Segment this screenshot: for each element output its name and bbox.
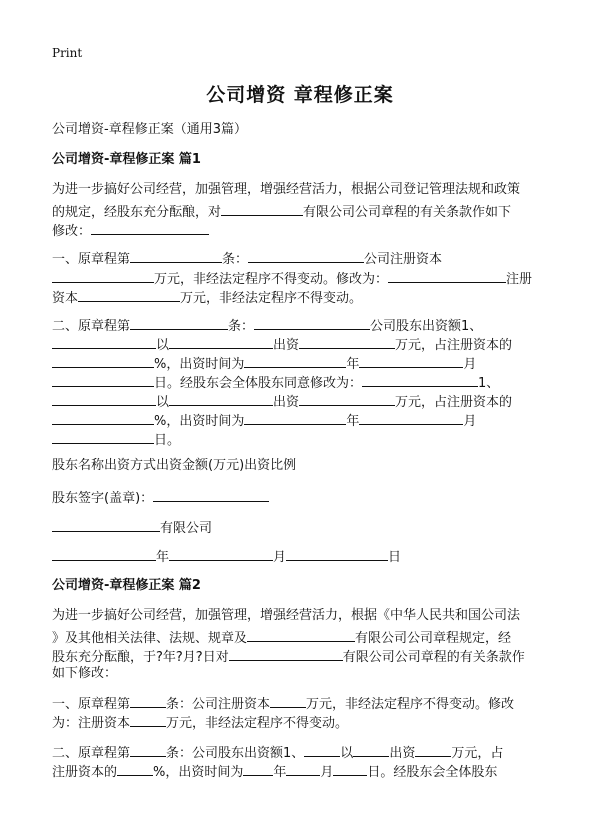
- section1-item2-line6: [52, 410, 476, 431]
- date-line: [52, 546, 401, 567]
- text-span: 有限公司公司章程规定，经: [355, 631, 512, 646]
- text-span: 以: [156, 338, 170, 353]
- fill-blank: [52, 391, 156, 406]
- shareholder-table-header: 股东名称出资方式出资金额(万元)出资比例: [52, 458, 297, 473]
- text-span: 年: [273, 765, 287, 780]
- text-span: 公司注册资本: [364, 252, 443, 267]
- document-title: 公司增资 章程修正案: [206, 84, 394, 106]
- fill-blank: [169, 546, 273, 561]
- section2-item1-line1: [52, 693, 514, 714]
- fill-blank: [362, 372, 478, 387]
- section1-intro-line2: [52, 201, 511, 222]
- section2-heading: 公司增资-章程修正案 篇2: [52, 578, 201, 593]
- text-span: 年: [156, 550, 170, 565]
- text-span: 条：: [228, 319, 255, 334]
- fill-blank: [52, 546, 156, 561]
- text-span: 万元，非经法定程序不得变动。修改: [306, 697, 515, 712]
- text-span: 注册: [506, 272, 533, 287]
- fill-blank: [359, 353, 463, 368]
- fill-blank: [52, 334, 156, 349]
- text-span: 日。经股东会全体股东: [367, 765, 498, 780]
- text-span: %，出资时间为: [154, 414, 245, 429]
- section2-item1-line2: [52, 712, 348, 733]
- text-span: %，出资时间为: [153, 765, 244, 780]
- text-span: 万元，非经法定程序不得变动。修改为：: [154, 272, 389, 287]
- fill-blank: [78, 287, 180, 302]
- section1-intro-line3: [52, 220, 209, 241]
- fill-blank: [244, 353, 346, 368]
- section1-intro-line1: 为进一步搞好公司经营，加强管理，增强经营活力，根据公司登记管理法规和政策: [52, 182, 521, 197]
- text-span: 出资: [389, 746, 416, 761]
- text-span: 股东签字(盖章)：: [52, 491, 154, 506]
- text-span: 二、原章程第: [52, 746, 131, 761]
- fill-blank: [130, 315, 228, 330]
- section1-item1-line2: [52, 268, 532, 289]
- fill-blank: [254, 315, 370, 330]
- section2-item2-line2: [52, 761, 497, 782]
- text-span: 月: [273, 550, 287, 565]
- text-span: 》及其他相关法律、法规、规章及: [52, 631, 248, 646]
- text-span: 万元，占注册资本的: [395, 395, 513, 410]
- fill-blank: [130, 693, 166, 708]
- text-span: 出资: [273, 338, 300, 353]
- fill-blank: [221, 201, 303, 216]
- fill-blank: [304, 742, 340, 757]
- text-span: 条：公司注册资本: [166, 697, 271, 712]
- text-span: 月: [463, 357, 477, 372]
- section1-heading: 公司增资-章程修正案 篇1: [52, 152, 201, 167]
- text-span: 一、原章程第: [52, 252, 131, 267]
- text-span: 出资: [273, 395, 300, 410]
- shareholder-signature-line: [52, 487, 269, 508]
- section2-intro-line4: 如下修改：: [52, 666, 118, 681]
- fill-blank: [169, 391, 273, 406]
- fill-blank: [353, 742, 389, 757]
- text-span: 注册资本的: [52, 765, 118, 780]
- fill-blank: [130, 248, 222, 263]
- text-span: 月: [463, 414, 477, 429]
- text-span: 万元，占注册资本的: [395, 338, 513, 353]
- text-span: 一、原章程第: [52, 697, 131, 712]
- section1-item1-line3: [52, 287, 362, 308]
- text-span: %，出资时间为: [154, 357, 245, 372]
- fill-blank: [52, 372, 154, 387]
- text-span: 为：注册资本: [52, 716, 131, 731]
- section1-item2-line1: [52, 315, 482, 336]
- text-span: 以: [156, 395, 170, 410]
- document-subtitle: 公司增资-章程修正案（通用3篇）: [52, 122, 247, 137]
- fill-blank: [52, 353, 154, 368]
- fill-blank: [169, 334, 273, 349]
- fill-blank: [388, 268, 506, 283]
- company-name-line: [52, 517, 212, 538]
- text-span: 的规定，经股东充分酝酿，对: [52, 205, 222, 220]
- text-span: 条：公司股东出资额1、: [166, 746, 305, 761]
- fill-blank: [244, 410, 346, 425]
- text-span: 月: [320, 765, 334, 780]
- section1-item2-line3: [52, 353, 476, 374]
- text-span: 有限公司: [160, 521, 213, 536]
- text-span: 年: [346, 357, 360, 372]
- fill-blank: [117, 761, 153, 776]
- text-span: 日: [388, 550, 402, 565]
- section2-item2-line1: [52, 742, 503, 763]
- section1-item2-line4: [52, 372, 499, 393]
- fill-blank: [286, 546, 388, 561]
- text-span: 年: [346, 414, 360, 429]
- fill-blank: [270, 693, 306, 708]
- text-span: 修改：: [52, 224, 92, 239]
- fill-blank: [299, 334, 395, 349]
- print-label: Print: [52, 46, 83, 60]
- section2-intro-line2: [52, 627, 511, 648]
- fill-blank: [52, 410, 154, 425]
- fill-blank: [153, 487, 269, 502]
- text-span: 条：: [222, 252, 249, 267]
- section2-intro-line1: 为进一步搞好公司经营，加强管理，增强经营活力，根据《中华人民共和国公司法: [52, 608, 521, 623]
- fill-blank: [91, 220, 209, 235]
- text-span: 股东充分酝酿，于?年?月?日对: [52, 650, 229, 665]
- fill-blank: [333, 761, 367, 776]
- text-span: 公司股东出资额1、: [370, 319, 483, 334]
- fill-blank: [359, 410, 463, 425]
- fill-blank: [299, 391, 395, 406]
- fill-blank: [130, 712, 166, 727]
- fill-blank: [130, 742, 166, 757]
- fill-blank: [248, 248, 364, 263]
- fill-blank: [247, 627, 355, 642]
- fill-blank: [243, 761, 273, 776]
- text-span: 有限公司公司章程的有关条款作如下: [303, 205, 512, 220]
- section1-item1-line1: [52, 248, 442, 269]
- text-span: 日。: [154, 433, 181, 448]
- fill-blank: [415, 742, 451, 757]
- text-span: 二、原章程第: [52, 319, 131, 334]
- fill-blank: [52, 517, 160, 532]
- text-span: 万元，非经法定程序不得变动。: [166, 716, 349, 731]
- text-span: 有限公司公司章程的有关条款作: [342, 650, 525, 665]
- text-span: 以: [340, 746, 354, 761]
- text-span: 1、: [478, 376, 500, 391]
- section1-item2-line5: [52, 391, 512, 412]
- text-span: 资本: [52, 291, 79, 306]
- fill-blank: [229, 646, 343, 661]
- text-span: 万元，非经法定程序不得变动。: [180, 291, 363, 306]
- text-span: 万元，占: [451, 746, 504, 761]
- section2-intro-line3: [52, 646, 525, 667]
- fill-blank: [52, 268, 154, 283]
- fill-blank: [286, 761, 320, 776]
- section1-item2-line2: [52, 334, 512, 355]
- text-span: 日。经股东会全体股东同意修改为：: [154, 376, 363, 391]
- section1-item2-line7: [52, 429, 180, 450]
- fill-blank: [52, 429, 154, 444]
